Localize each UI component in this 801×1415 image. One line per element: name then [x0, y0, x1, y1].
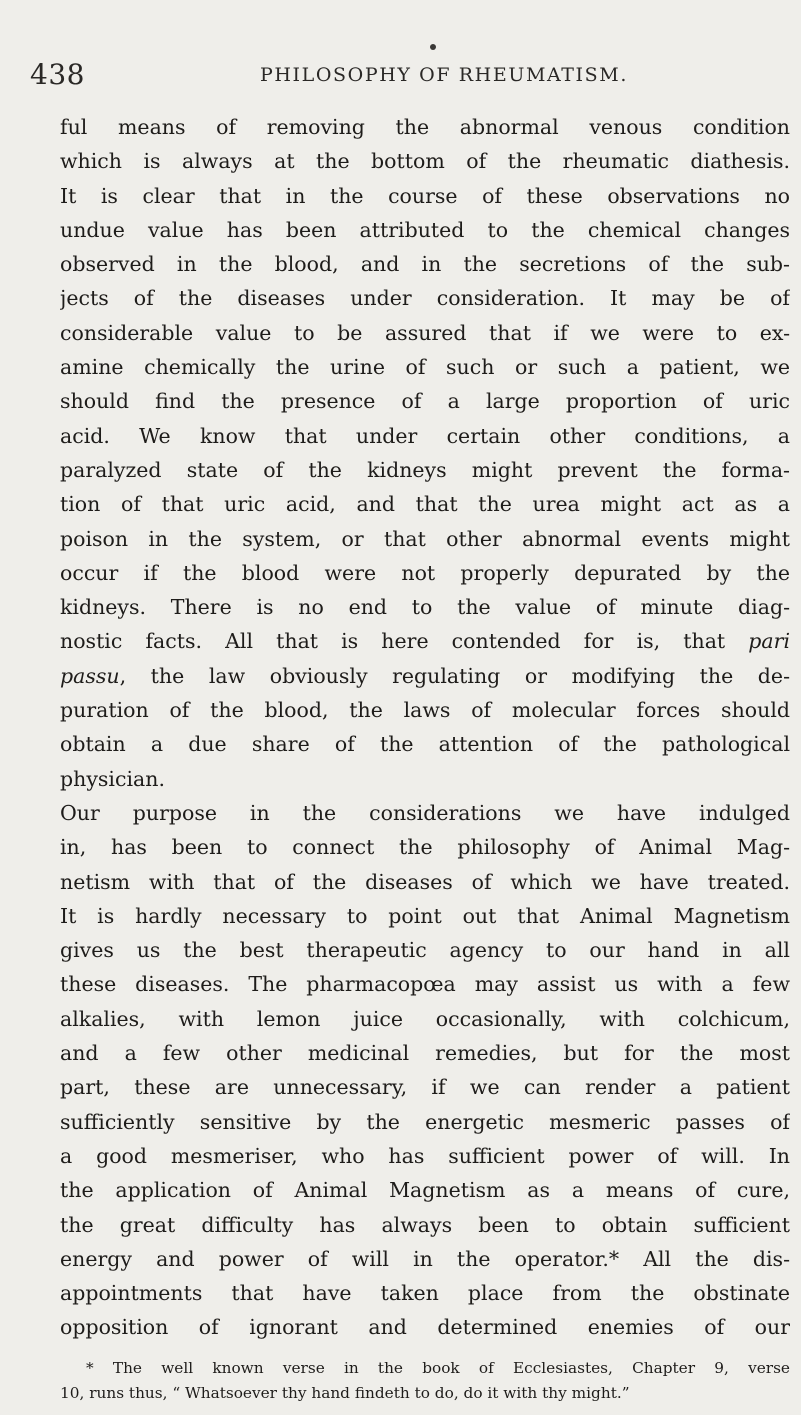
text-line: paralyzed state of the kidneys might prevent the forma- — [60, 457, 790, 482]
text-line: should find the presence of a large proportion of uric — [60, 389, 790, 414]
text-line: obtain a due share of the attention of the pathological — [60, 732, 790, 757]
text-line: jects of the diseases under consideration. It may be of — [60, 286, 790, 311]
text-line-with-italic — [60, 624, 790, 658]
text-line: physician. — [60, 766, 165, 791]
text-line: a good mesmeriser, who has sufficient power of will. In — [60, 1143, 790, 1168]
running-title: PHILOSOPHY OF RHEUMATISM. — [260, 64, 628, 86]
text-line: in, has been to connect the philosophy of Animal Mag- — [60, 835, 790, 860]
text-line: the great difficulty has always been to obtain sufficient — [60, 1212, 790, 1237]
body-text — [60, 110, 790, 1345]
page-number: 438 — [30, 58, 85, 91]
text-line: and a few other medicinal remedies, but for the most — [60, 1041, 790, 1066]
text-line: observed in the blood, and in the secretions of the sub- — [60, 252, 790, 277]
text-line: opposition of ignorant and determined enemies of our — [60, 1315, 790, 1340]
running-head — [30, 58, 790, 94]
text-line: undue value has been attributed to the chemical changes — [60, 217, 790, 242]
text-line: alkalies, with lemon juice occasionally, with colchicum, — [60, 1006, 790, 1031]
footnote — [60, 1356, 790, 1406]
text-line: It is clear that in the course of these observations no — [60, 183, 790, 208]
text-line: gives us the best therapeutic agency to our hand in all — [60, 938, 790, 963]
text-line: energy and power of will in the operator.* All the dis- — [60, 1246, 790, 1271]
text-line: occur if the blood were not properly depurated by the — [60, 560, 790, 585]
text-line: sufficiently sensitive by the energetic mesmeric passes of — [60, 1109, 790, 1134]
text-line: appointments that have taken place from the obstinate — [60, 1281, 790, 1306]
text-line: which is always at the bottom of the rheumatic diathesis. — [60, 149, 790, 174]
text-line: tion of that uric acid, and that the urea might act as a — [60, 492, 790, 517]
footnote-line: 10, runs thus, “ Whatsoever thy hand findeth to do, do it with thy might.” — [60, 1384, 630, 1402]
text-line: amine chemically the urine of such or such a patient, we — [60, 355, 790, 380]
italic-phrase: pari — [748, 629, 790, 654]
text-line: these diseases. The pharmacopœa may assist us with a few — [60, 972, 790, 997]
italic-phrase: passu — [60, 663, 120, 688]
text-segment: nostic facts. All that is here contended for is, that — [60, 629, 726, 654]
text-line: kidneys. There is no end to the value of minute diag- — [60, 595, 790, 620]
text-line: It is hardly necessary to point out that Animal Magnetism — [60, 903, 790, 928]
text-line: the application of Animal Magnetism as a means of cure, — [60, 1178, 790, 1203]
text-line: acid. We know that under certain other conditions, a — [60, 423, 790, 448]
text-line-with-italic — [60, 659, 790, 693]
text-segment: , the law obviously regulating or modifying the de- — [119, 663, 790, 688]
ink-speck — [430, 44, 436, 50]
text-line: part, these are unnecessary, if we can render a patient — [60, 1075, 790, 1100]
text-line: puration of the blood, the laws of molecular forces should — [60, 698, 790, 723]
footnote-line: * The well known verse in the book of Ecclesiastes, Chapter 9, verse — [86, 1359, 790, 1377]
text-line: poison in the system, or that other abnormal events might — [60, 526, 790, 551]
text-line: considerable value to be assured that if we were to ex- — [60, 320, 790, 345]
text-line: ful means of removing the abnormal venous condition — [60, 115, 790, 139]
text-line: netism with that of the diseases of which we have treated. — [60, 869, 790, 894]
text-line: Our purpose in the considerations we have indulged — [60, 800, 790, 825]
